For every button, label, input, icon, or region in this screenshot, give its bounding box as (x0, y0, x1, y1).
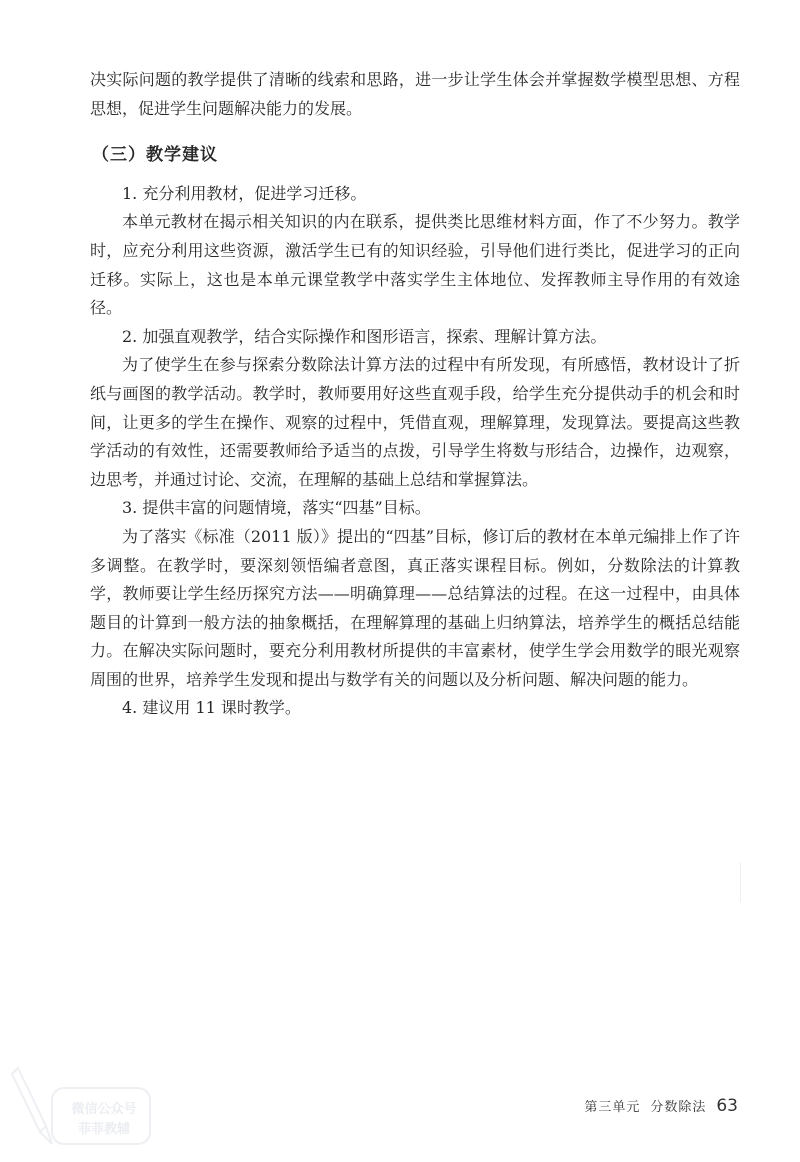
page-footer (584, 1096, 738, 1116)
footer-topic: 分数除法 (650, 1100, 707, 1115)
item-heading-2: 2. 加强直观教学，结合实际操作和图形语言，探索、理解计算方法。 (122, 326, 607, 346)
scan-artifact (740, 862, 741, 902)
watermark (6, 1048, 156, 1148)
section-heading: （三）教学建议 (92, 145, 218, 166)
item-heading-4: 4. 建议用 11 课时教学。 (122, 698, 301, 718)
page-number: 63 (716, 1096, 738, 1116)
page-content (90, 66, 740, 723)
paragraph-continued: 决实际问题的教学提供了清晰的线索和思路，进一步让学生体会并掌握数学模型思想、方程思想，促进学生问题解决能力的发展。 (90, 70, 740, 118)
paragraph-3: 为了落实《标准（2011 版）》提出的“四基”目标，修订后的教材在本单元编排上作了许多调整。在教学时，要深刻领悟编者意图，真正落实课程目标。例如，分数除法的计算教学，教师要让学生经历探究方法——明确算理——总结算法的过程。在这一过程中，由具体题目的计算到一般方法的抽象概括，在理解算理的基础上归纳算法，培养学生的概括总结能力。在解决实际问题时，要充分利用教材所提供的丰富素材，使学生学会用数学的眼光观察周围的世界，培养学生发现和提出与数学有关的问题以及分析问题、解决问题的能力。 (90, 526, 740, 689)
watermark-line-2: 菲菲教辅 (77, 1122, 130, 1137)
paragraph-1: 本单元教材在揭示相关知识的内在联系，提供类比思维材料方面，作了不少努力。教学时，应充分利用这些资源，激活学生已有的知识经验，引导他们进行类比，促进学习的正向迁移。实际上，这也是本单元课堂教学中落实学生主体地位、发挥教师主导作用的有效途径。 (90, 212, 740, 318)
item-heading-1: 1. 充分利用教材，促进学习迁移。 (122, 183, 367, 203)
footer-unit: 第三单元 (584, 1100, 641, 1115)
item-heading-3: 3. 提供丰富的问题情境，落实“四基”目标。 (122, 498, 431, 518)
paragraph-2: 为了使学生在参与探索分数除法计算方法的过程中有所发现，有所感悟，教材设计了折纸与画图的教学活动。教学时，教师要用好这些直观手段，给学生充分提供动手的机会和时间，让更多的学生在操作、观察的过程中，凭借直观，理解算理，发现算法。要提高这些教学活动的有效性，还需要教师给予适当的点拨，引导学生将数与形结合，边操作，边观察，边思考，并通过讨论、交流，在理解的基础上总结和掌握算法。 (90, 355, 740, 489)
watermark-line-1: 微信公众号 (71, 1102, 137, 1117)
